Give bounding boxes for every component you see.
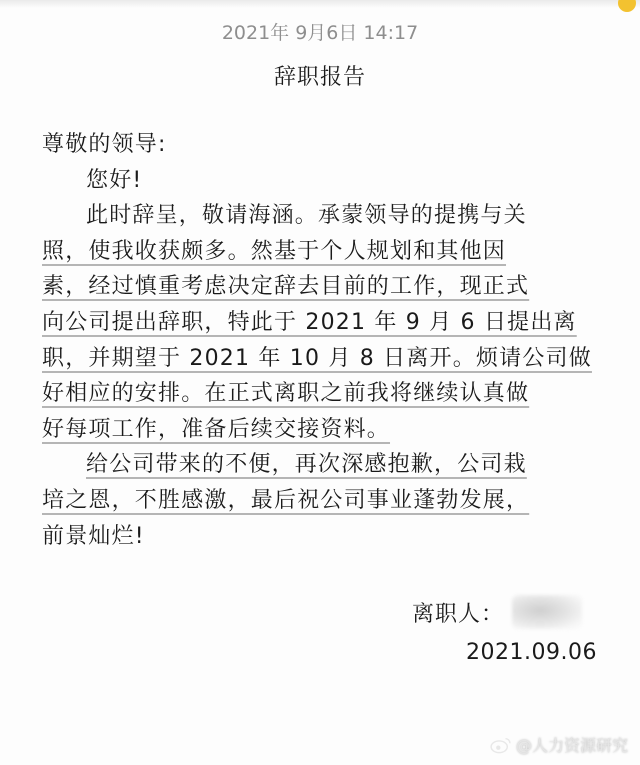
watermark [490, 733, 628, 756]
signature-date: 2021.09.06 [466, 640, 597, 665]
salutation: 尊敬的领导: [42, 132, 167, 157]
timestamp: 2021年 9月6日 14:17 [221, 22, 419, 44]
paragraph-2-line-1: 给公司带来的不便，再次深感抱歉，公司栽 [86, 452, 527, 478]
signature-line [412, 595, 582, 629]
paragraph-1-line-4: 向公司提出辞职，特此于 2021 年 9 月 6 日提出离 [42, 309, 577, 335]
notification-dot [618, 0, 636, 12]
paragraph-2-line-3: 前景灿烂! [42, 523, 145, 549]
watermark-text: @人力资源研究 [515, 736, 628, 755]
paragraph-1-line-1: 此时辞呈，敬请海涵。承蒙领导的提携与关 [86, 203, 527, 229]
signature-label: 离职人： [412, 601, 505, 627]
paragraph-2-line-2: 培之恩，不胜感激，最后祝公司事业蓬勃发展， [42, 487, 530, 513]
paragraph-1-line-5: 职，并期望于 2021 年 10 月 8 日离开。烦请公司做 [42, 345, 592, 371]
paragraph-1-line-6: 好相应的安排。在正式离职之前我将继续认真做 [42, 381, 530, 407]
letter-body [42, 127, 602, 554]
paragraph-1-line-7: 好每项工作，准备后续交接资料。 [42, 416, 391, 442]
weibo-icon [490, 736, 512, 754]
redacted-name [512, 595, 582, 629]
greeting: 您好! [86, 167, 143, 193]
paragraph-1-line-3: 素，经过慎重考虑决定辞去目前的工作，现正式 [42, 274, 530, 300]
page-title: 辞职报告 [273, 65, 366, 90]
top-edge-shadow [0, 0, 640, 8]
paragraph-1-line-2: 照，使我收获颇多。然基于个人规划和其他因 [42, 238, 507, 264]
